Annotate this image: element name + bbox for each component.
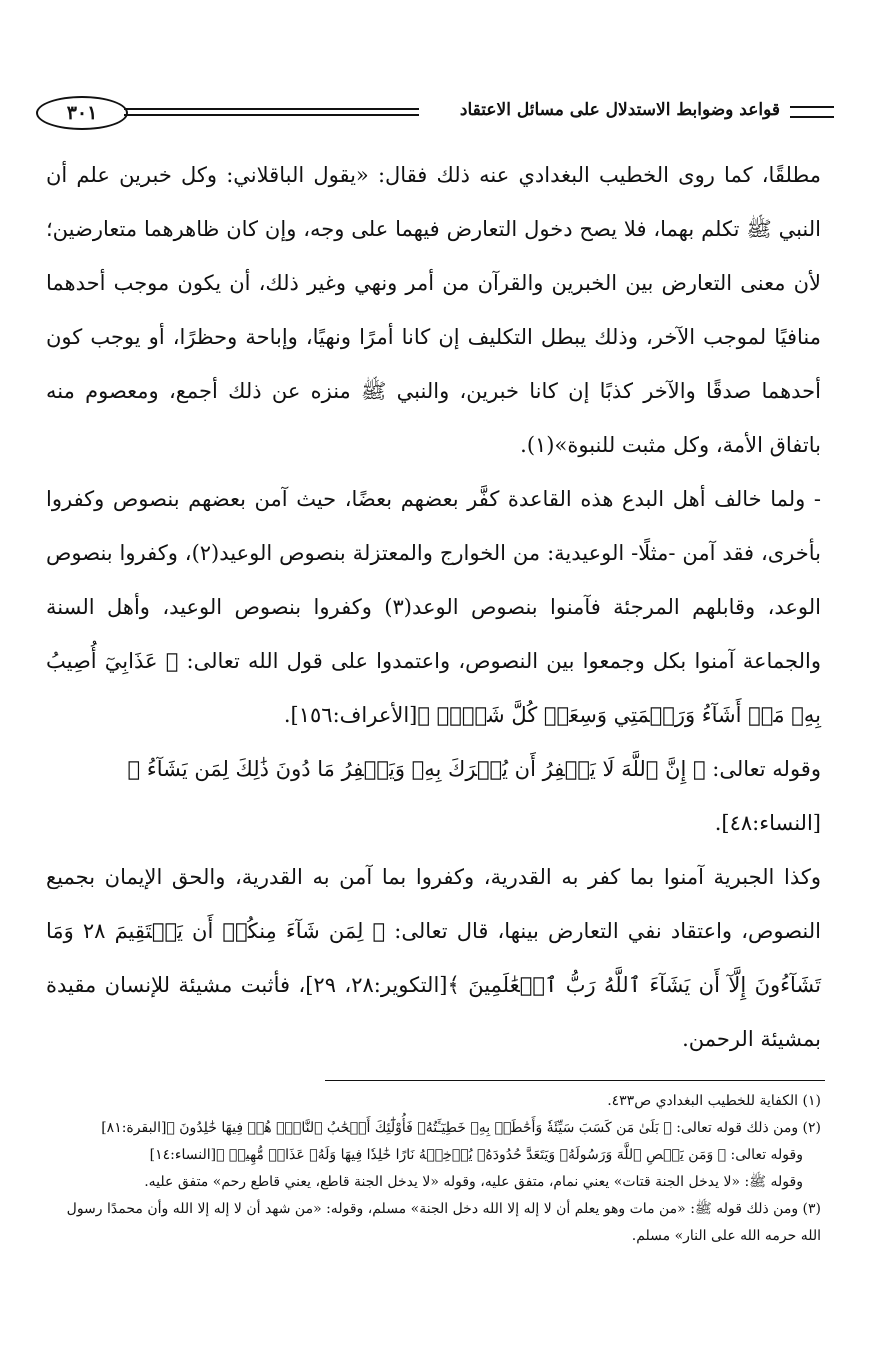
footnote-separator bbox=[325, 1080, 825, 1081]
header-ornament-dash bbox=[790, 106, 834, 118]
paragraph-jabriyya: وكذا الجبرية آمنوا بما كفر به القدرية، وكفروا بما آمن به القدرية، والحق الإيمان بجميع النصوص، واعتقاد نفي التعارض بينها، قال تعالى: ﴿ لِمَن شَآءَ مِنكُمۡ أَن يَسۡتَقِيمَ ٢٨ وَمَا تَشَآءُونَ إِلَّآ أَن يَشَآءَ ٱللَّهُ رَبُّ ٱلۡعَٰلَمِينَ ﴾[التكوير:٢٨، ٢٩]، فأثبت مشيئة للإنسان مقيدة بمشيئة الرحمن. bbox=[46, 865, 822, 1051]
paragraph-baqillani-quote: مطلقًا، كما روى الخطيب البغدادي عنه ذلك فقال: «يقول الباقلاني: وكل خبرين علم أن النبي ﷺ تكلم بهما، فلا يصح دخول التعارض فيهما على وجه، وإن كان ظاهرهما متعارضين؛ لأن معنى التعارض بين الخبرين والقرآن من أمر ونهي وغير ذلك، أن يكون موجب أحدهما منافيًا لموجب الآخر، وذلك يبطل التكليف إن كانا أمرًا ونهيًا، وإباحة وحظرًا، أو يوجب كون أحدهما صدقًا والآخر كذبًا إن كانا خبرين، والنبي ﷺ منزه عن ذلك أجمع، ومعصوم منه باتفاق الأمة، وكل مثبت للنبوة»(١). bbox=[46, 163, 821, 457]
footnote-3: (٣) ومن ذلك قوله ﷺ: «من مات وهو يعلم أن لا إله إلا الله دخل الجنة» مسلم، وقوله: «من شهد أن لا إله إلا الله وأن محمدًا رسول الله حرمه الله على النار» مسلم. bbox=[66, 1201, 821, 1244]
main-text bbox=[46, 148, 821, 1066]
paragraph-ahl-al-bida: - ولما خالف أهل البدع هذه القاعدة كفَّر بعضهم بعضًا، حيث آمن بعضهم بنصوص وكفروا بأخرى، فقد آمن -مثلًا- الوعيدية: من الخوارج والمعتزلة بنصوص الوعيد(٢)، وكفروا بنصوص الوعد، وقابلهم المرجئة فآمنوا بنصوص الوعد(٣) وكفروا بنصوص الوعيد، وأهل السنة والجماعة آمنوا بكل وجمعوا بين النصوص، واعتمدوا على قول الله تعالى: ﴿ عَذَابِيٓ أُصِيبُ بِهِۦ مَنۡ أَشَآءُ وَرَحۡمَتِي وَسِعَتۡ كُلَّ شَيۡءٖ ﴾[الأعراف:١٥٦]. bbox=[46, 487, 821, 727]
paragraph-nisa-verse: وقوله تعالى: ﴿ إِنَّ ٱللَّهَ لَا يَغۡفِرُ أَن يُشۡرَكَ بِهِۦ وَيَغۡفِرُ مَا دُونَ ذَٰلِكَ لِمَن يَشَآءُ ﴾[النساء:٤٨]. bbox=[127, 757, 821, 835]
header-double-rule bbox=[124, 108, 419, 116]
footnote-1: (١) الكفاية للخطيب البغدادي ص٤٣٣. bbox=[607, 1093, 821, 1109]
footnote-2: (٢) ومن ذلك قوله تعالى: ﴿ بَلَىٰ مَن كَسَبَ سَيِّئَةٗ وَأَحَٰطَتۡ بِهِۦ خَطِيٓـَٔتُهُۥ فَأُوْلَٰٓئِكَ أَصۡحَٰبُ ٱلنَّارِۖ هُمۡ فِيهَا خَٰلِدُونَ ﴾[البقرة:٨١] bbox=[101, 1120, 821, 1136]
page-number: ٣٠١ bbox=[36, 96, 128, 130]
header-title: قواعد وضوابط الاستدلال على مسائل الاعتقاد bbox=[459, 100, 780, 120]
footnote-2-hadith: وقوله ﷺ: «لا يدخل الجنة قتات» يعني نمام، متفق عليه، وقوله «لا يدخل الجنة قاطع، يعني قاطع رحم» متفق عليه. bbox=[144, 1174, 803, 1190]
footnote-2-continued: وقوله تعالى: ﴿ وَمَن يَعۡصِ ٱللَّهَ وَرَسُولَهُۥ وَيَتَعَدَّ حُدُودَهُۥ يُدۡخِلۡهُ نَارًا خَٰلِدٗا فِيهَا وَلَهُۥ عَذَابٞ مُّهِينٞ ﴾[النساء:١٤] bbox=[149, 1147, 803, 1163]
footnotes bbox=[46, 1088, 821, 1250]
running-header bbox=[36, 96, 834, 136]
